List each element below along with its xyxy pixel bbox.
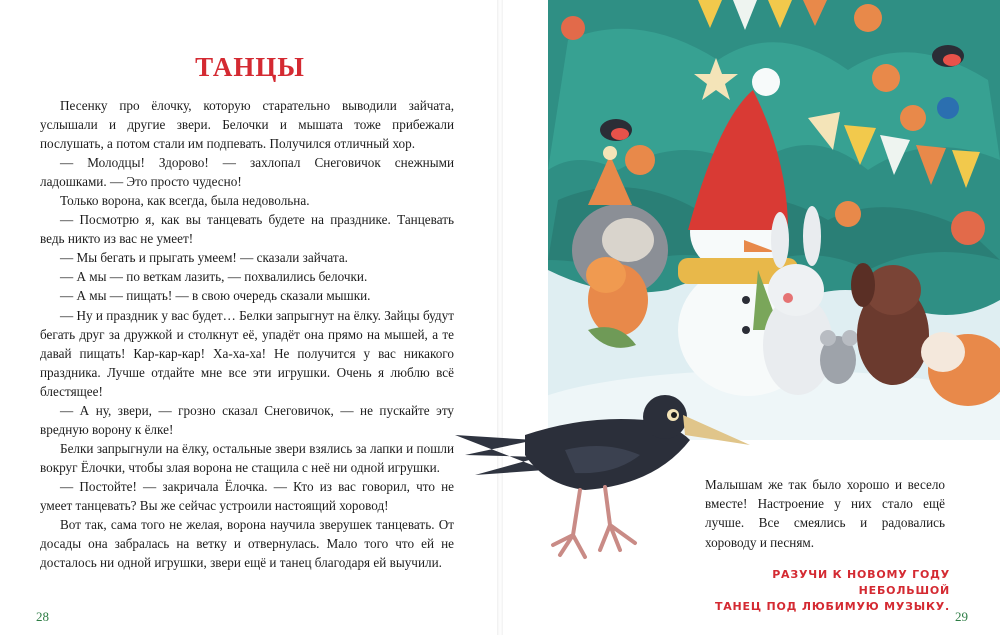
story-paragraph: Белки запрыгнули на ёлку, остальные звери взялись за лапки и пошли вокруг Ёлочки, чтобы злая ворона не стащила с неё ни одной игрушки. <box>40 440 454 475</box>
story-paragraph: Вот так, сама того не желая, ворона научила зверушек танцевать. От досады она забралась на ветку и отвернулась. Мало того что ей не досталось ни одной игрушки, звери ещё и танец благодаря ей выучили. <box>40 517 454 571</box>
activity-note-line: ТАНЕЦ ПОД ЛЮБИМУЮ МУЗЫКУ. <box>714 600 950 613</box>
ornament-icon <box>854 4 882 32</box>
ornament-icon <box>900 105 926 131</box>
story-paragraph: — А мы — пищать! — в свою очередь сказали мышки. <box>60 288 371 304</box>
activity-note <box>700 567 950 615</box>
ornament-icon <box>835 201 861 227</box>
christmas-tree-illustration <box>548 0 1000 440</box>
story-paragraph: Песенку про ёлочку, которую старательно выводили зайчата, услышали и другие звери. Белочки и мышата тоже прибежали послушать, а потом стали им подпевать. Получился отличный хор. <box>40 98 454 152</box>
story-paragraph: Малышам же так было хорошо и весело вместе! Настроение у них стало ещё лучше. Все смеялись и радовались хороводу и песням. <box>705 477 945 550</box>
story-text <box>40 96 454 572</box>
ornament-icon <box>951 211 985 245</box>
chapter-title: ТАНЦЫ <box>195 52 305 82</box>
story-paragraph: — Ну и праздник у вас будет… Белки запрыгнут на ёлку. Зайцы будут бегать друг за дружкой и столкнут её, упадёт она прямо на мышей, а те давай пищать! Кар-кар-кар! Ха-ха-ха! Не получится у вас никакого праздника. Лучше отдайте мне все эти игрушки. Очень я люблю всё блестящее! <box>40 307 454 399</box>
story-paragraph: — Посмотрю я, как вы танцевать будете на празднике. Танцевать ведь никто из вас не умеет! <box>40 212 454 247</box>
story-text-right <box>705 475 945 552</box>
bird-icon <box>932 45 964 67</box>
ornament-icon <box>561 16 585 40</box>
story-paragraph: Только ворона, как всегда, была недовольна. <box>60 193 310 209</box>
ornament-icon <box>937 97 959 119</box>
ornament-icon <box>625 145 655 175</box>
story-paragraph: — Мы бегать и прыгать умеем! — сказали зайчата. <box>60 250 348 266</box>
ornament-icon <box>872 64 900 92</box>
bird-icon <box>600 119 632 141</box>
page-number-right: 29 <box>955 609 968 624</box>
story-paragraph: — А мы — по веткам лазить, — похвалились белочки. <box>60 269 368 285</box>
story-paragraph: — Постойте! — закричала Ёлочка. — Кто из вас говорил, что не умеет танцевать? Вы же сейчас устроили настоящий хоровод! <box>40 478 454 513</box>
story-paragraph: — А ну, звери, — грозно сказал Снеговичок, — не пускайте эту вредную ворону к ёлке! <box>40 402 454 437</box>
activity-note-line: РАЗУЧИ К НОВОМУ ГОДУ НЕБОЛЬШОЙ <box>772 568 950 597</box>
story-paragraph: — Молодцы! Здорово! — захлопал Снеговичок снежными ладошками. — Это просто чудесно! <box>40 155 454 190</box>
page-number-left: 28 <box>36 609 49 624</box>
